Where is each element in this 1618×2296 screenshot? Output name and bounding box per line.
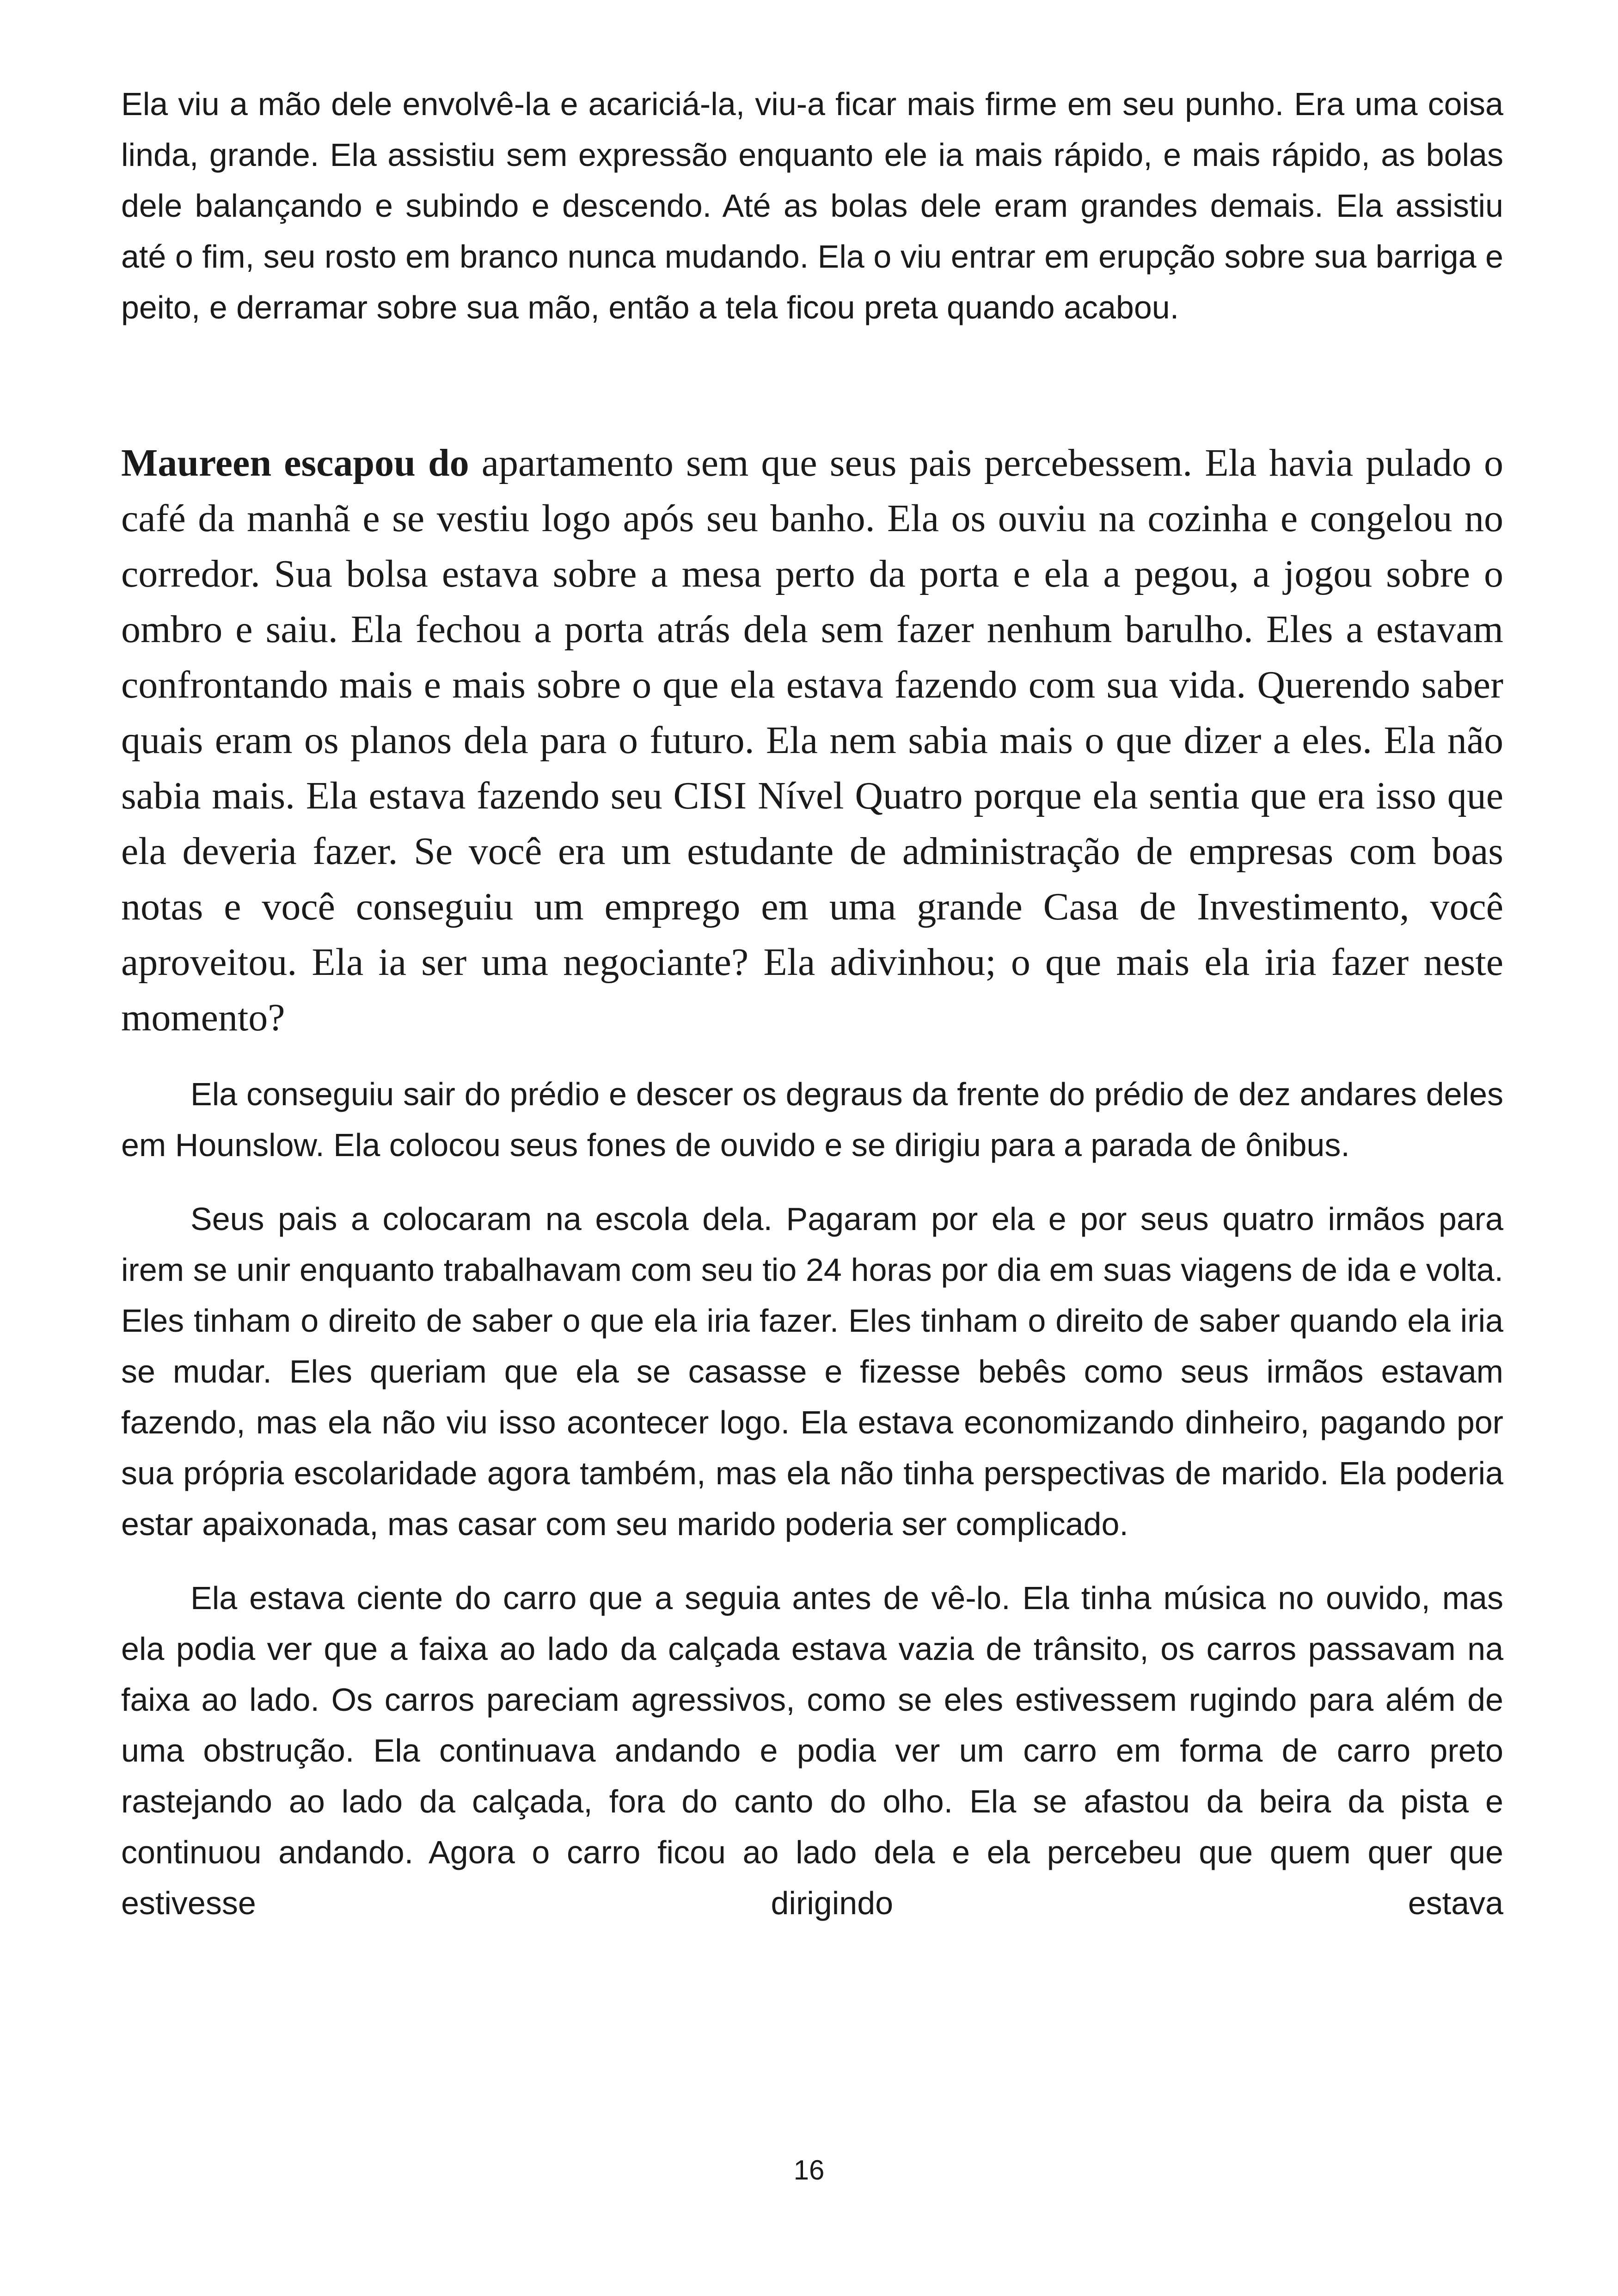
chapter-opening-text: apartamento sem que seus pais percebessem. Ela havia pulado o café da manhã e se vestiu logo após seu banho. Ela os ouviu na cozinha e congelou no corredor. Sua bolsa estava sobre a mesa perto da porta e ela a pegou, a jogou sobre o ombro e saiu. Ela fechou a porta atrás dela sem fazer nenhum barulho. Eles a estavam confrontando mais e mais sobre o que ela estava fazendo com sua vida. Querendo saber quais eram os planos dela para o futuro. Ela nem sabia mais o que dizer a eles. Ela não sabia mais. Ela estava fazendo seu CISI Nível Quatro porque ela sentia que era isso que ela deveria fazer. Se você era um estudante de administração de empresas com boas notas e você conseguiu um emprego em uma grande Casa de Investimento, você aproveitou. Ela ia ser uma negociante? Ela adivinhou; o que mais ela iria fazer neste momento? [121, 441, 1503, 1039]
page-number: 16 [793, 2155, 825, 2186]
page-body [121, 79, 1503, 1929]
paragraph-chapter-opening [121, 435, 1503, 1046]
paragraph-3: Seus pais a colocaram na escola dela. Pagaram por ela e por seus quatro irmãos para irem se unir enquanto trabalhavam com seu tio 24 horas por dia em suas viagens de ida e volta. Eles tinham o direito de saber o que ela iria fazer. Eles tinham o direito de saber quando ela iria se mudar. Eles queriam que ela se casasse e fizesse bebês como seus irmãos estavam fazendo, mas ela não viu isso acontecer logo. Ela estava economizando dinheiro, pagando por sua própria escolaridade agora também, mas ela não tinha perspectivas de marido. Ela poderia estar apaixonada, mas casar com seu marido poderia ser complicado. [121, 1201, 1503, 1542]
paragraph-4: Ela estava ciente do carro que a seguia antes de vê-lo. Ela tinha música no ouvido, mas ela podia ver que a faixa ao lado da calçada estava vazia de trânsito, os carros passavam na faixa ao lado. Os carros pareciam agressivos, como se eles estivessem rugindo para além de uma obstrução. Ela continuava andando e podia ver um carro em forma de carro preto rastejando ao lado da calçada, fora do canto do olho. Ela se afastou da beira da pista e continuou andando. Agora o carro ficou ao lado dela e ela percebeu que quem quer que estivesse dirigindo estava [121, 1580, 1503, 1921]
paragraph-2: Ela conseguiu sair do prédio e descer os degraus da frente do prédio de dez andares deles em Hounslow. Ela colocou seus fones de ouvido e se dirigiu para a parada de ônibus. [121, 1076, 1503, 1163]
chapter-lead-in: Maureen escapou do [121, 441, 469, 484]
paragraph-intro: Ela viu a mão dele envolvê-la e acariciá-la, viu-a ficar mais firme em seu punho. Era uma coisa linda, grande. Ela assistiu sem expressão enquanto ele ia mais rápido, e mais rápido, as bolas dele balançando e subindo e descendo. Até as bolas dele eram grandes demais. Ela assistiu até o fim, seu rosto em branco nunca mudando. Ela o viu entrar em erupção sobre sua barriga e peito, e derramar sobre sua mão, então a tela ficou preta quando acabou. [121, 86, 1503, 325]
